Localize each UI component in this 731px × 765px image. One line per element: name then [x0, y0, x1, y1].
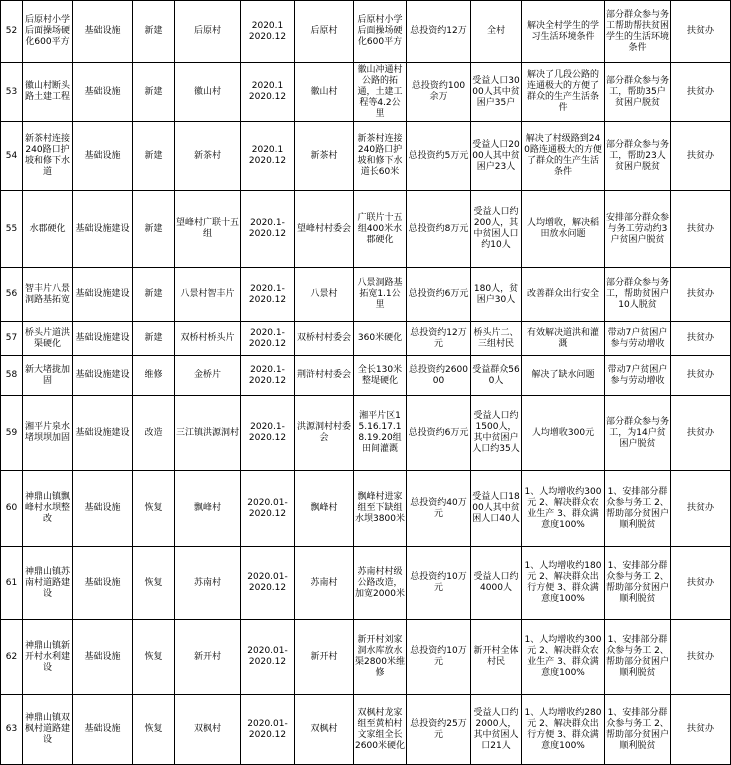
cell-nature: 新建 [133, 63, 175, 122]
cell-project: 后原村小学后面操场硬化600平方 [23, 1, 73, 63]
cell-funds: 总投资约6万元 [407, 396, 471, 471]
cell-dept: 扶贫办 [671, 191, 731, 268]
cell-no: 54 [1, 122, 23, 191]
cell-no: 61 [1, 547, 23, 620]
cell-dept: 扶贫办 [671, 122, 731, 191]
cell-period: 2020.1- 2020.12 [241, 268, 295, 322]
cell-period: 2020.01- 2020.12 [241, 471, 295, 547]
cell-site: 徽山村 [175, 63, 241, 122]
cell-no: 52 [1, 1, 23, 63]
cell-effect: 改善群众出行安全 [522, 268, 605, 322]
cell-unit: 苏南村 [295, 547, 354, 620]
cell-type: 基础设施 [73, 547, 133, 620]
cell-beneficiary: 新开村全体村民 [471, 620, 522, 695]
cell-site: 双桥村桥头片 [175, 322, 241, 356]
table-row [1, 191, 731, 268]
cell-no: 58 [1, 356, 23, 396]
cell-nature: 新建 [133, 268, 175, 322]
cell-mechanism: 部分群众参与务工，帮助23人贫困户脱贫 [605, 122, 671, 191]
table-row [1, 1, 731, 63]
cell-content: 湘平片区15.16.17.18.19.20组田间灌溉 [354, 396, 407, 471]
cell-funds: 总投资约6万元 [407, 268, 471, 322]
cell-beneficiary: 受益人口约200人，其中贫困人口约10人 [471, 191, 522, 268]
cell-dept: 扶贫办 [671, 695, 731, 765]
cell-beneficiary: 受益人口约2000人，其中贫困人口21人 [471, 695, 522, 765]
cell-type: 基础设施 [73, 695, 133, 765]
cell-content: 双枫村龙家组至黄柏村文家组全长2600米硬化 [354, 695, 407, 765]
cell-dept: 扶贫办 [671, 268, 731, 322]
cell-mechanism: 部分群众参与务工，帮助35户贫困户脱贫 [605, 63, 671, 122]
cell-mechanism: 带动7户贫困户参与劳动增收 [605, 356, 671, 396]
cell-no: 56 [1, 268, 23, 322]
cell-project: 徽山村断头路土建工程 [23, 63, 73, 122]
cell-unit: 双桥村村委会 [295, 322, 354, 356]
cell-content: 八景洞路基拓宽1.1公里 [354, 268, 407, 322]
cell-period: 2020.1 2020.12 [241, 122, 295, 191]
cell-period: 2020.01- 2020.12 [241, 620, 295, 695]
cell-nature: 新建 [133, 1, 175, 63]
table-row [1, 396, 731, 471]
cell-nature: 恢复 [133, 695, 175, 765]
cell-project: 神鼎山镇双枫村道路建设 [23, 695, 73, 765]
cell-beneficiary: 受益人口约4000人 [471, 547, 522, 620]
cell-period: 2020.1- 2020.12 [241, 191, 295, 268]
cell-type: 基础设施 [73, 1, 133, 63]
cell-mechanism: 1、安排部分群众参与务工 2、帮助部分贫困户顺利脱贫 [605, 547, 671, 620]
table-row [1, 695, 731, 765]
cell-type: 基础设施建设 [73, 268, 133, 322]
cell-mechanism: 带动7户贫困户参与劳动增收 [605, 322, 671, 356]
cell-mechanism: 部分群众参与务工，帮助贫困户10人脱贫 [605, 268, 671, 322]
cell-period: 2020.1 2020.12 [241, 63, 295, 122]
cell-project: 新大堵拢加固 [23, 356, 73, 396]
cell-dept: 扶贫办 [671, 63, 731, 122]
table-row [1, 547, 731, 620]
cell-content: 全长130米整堤硬化 [354, 356, 407, 396]
cell-effect: 解决了几段公路的连通极大的方便了群众的生产生活条件 [522, 63, 605, 122]
cell-unit: 徽山村 [295, 63, 354, 122]
cell-effect: 有效解决道洪和灌溉 [522, 322, 605, 356]
cell-beneficiary: 受益人口1800人其中贫困人口40人 [471, 471, 522, 547]
cell-effect: 1、人均增收约280元 2、解决群众出行方便 3、群众满意度100% [522, 695, 605, 765]
cell-no: 57 [1, 322, 23, 356]
cell-mechanism: 部分群众参与务工帮助帮扶贫困学生的生活环境条件 [605, 1, 671, 63]
cell-nature: 恢复 [133, 620, 175, 695]
cell-funds: 总投资约10万元 [407, 620, 471, 695]
cell-mechanism: 1、安排部分群众参与务工 2、帮助部分贫困户顺利脱贫 [605, 695, 671, 765]
cell-funds: 总投资约40万元 [407, 471, 471, 547]
cell-nature: 改造 [133, 396, 175, 471]
cell-site: 三江镇洪源洞村 [175, 396, 241, 471]
cell-mechanism: 部分群众参与务工，为14户贫困户脱贫 [605, 396, 671, 471]
cell-beneficiary: 桥头片二、三组村民 [471, 322, 522, 356]
cell-funds: 总投资约5万元 [407, 122, 471, 191]
cell-type: 基础设施 [73, 620, 133, 695]
cell-effect: 1、人均增收约300元 2、解决群众农业生产 3、群众满意度100% [522, 471, 605, 547]
cell-project: 水郡硬化 [23, 191, 73, 268]
cell-unit: 新茶村 [295, 122, 354, 191]
cell-unit: 荆浒村村委会 [295, 356, 354, 396]
cell-effect: 1、人均增收约300元 2、解决群众农业生产 3、群众满意度100% [522, 620, 605, 695]
cell-period: 2020.01- 2020.12 [241, 547, 295, 620]
cell-project: 新茶村连接240路口护坡和修下水道 [23, 122, 73, 191]
cell-site: 八景村智丰片 [175, 268, 241, 322]
cell-unit: 望峰村村委会 [295, 191, 354, 268]
cell-period: 2020.1- 2020.12 [241, 356, 295, 396]
cell-effect: 1、人均增收约180元 2、解决群众出行方便 3、群众满意度100% [522, 547, 605, 620]
cell-site: 后原村 [175, 1, 241, 63]
cell-beneficiary: 受益群众560人 [471, 356, 522, 396]
cell-dept: 扶贫办 [671, 471, 731, 547]
cell-funds: 总投资约10万元 [407, 547, 471, 620]
cell-mechanism: 1、安排部分群众参与务工 2、帮助部分贫困户顺利脱贫 [605, 620, 671, 695]
cell-project: 湘平片泉水堵坝坝加固 [23, 396, 73, 471]
cell-funds: 总投资约12万 [407, 1, 471, 63]
cell-project: 神鼎山镇苏南村道路建设 [23, 547, 73, 620]
cell-unit: 飘峰村 [295, 471, 354, 547]
cell-effect: 解决了村级路到240路连通极大的方便了群众的生产生活条件 [522, 122, 605, 191]
cell-effect: 人均增收，解决稻田放水问题 [522, 191, 605, 268]
cell-period: 2020.01- 2020.12 [241, 695, 295, 765]
cell-unit: 双枫村 [295, 695, 354, 765]
cell-site: 苏南村 [175, 547, 241, 620]
cell-type: 基础设施建设 [73, 191, 133, 268]
cell-site: 双枫村 [175, 695, 241, 765]
cell-content: 360米硬化 [354, 322, 407, 356]
cell-type: 基础设施建设 [73, 322, 133, 356]
cell-period: 2020.1 2020.12 [241, 1, 295, 63]
cell-type: 基础设施 [73, 63, 133, 122]
cell-nature: 维修 [133, 356, 175, 396]
cell-content: 飘峰村进家组至下缺组水坝3800米 [354, 471, 407, 547]
cell-dept: 扶贫办 [671, 1, 731, 63]
cell-project: 神鼎山镇飘峰村水坝整改 [23, 471, 73, 547]
cell-period: 2020.1- 2020.12 [241, 396, 295, 471]
cell-beneficiary: 全村 [471, 1, 522, 63]
cell-no: 59 [1, 396, 23, 471]
cell-no: 63 [1, 695, 23, 765]
cell-mechanism: 安排部分群众参与务工劳动约3户贫困户脱贫 [605, 191, 671, 268]
cell-project: 智丰片八景洞路基拓宽 [23, 268, 73, 322]
cell-no: 55 [1, 191, 23, 268]
cell-content: 苏南村村级公路改造，加宽2000米 [354, 547, 407, 620]
cell-no: 53 [1, 63, 23, 122]
cell-content: 徽山冲通村公路的拓通，土建工程等4.2公里 [354, 63, 407, 122]
cell-nature: 恢复 [133, 547, 175, 620]
table-row [1, 63, 731, 122]
cell-effect: 解决全村学生的学习生活环境条件 [522, 1, 605, 63]
cell-funds: 总投资约100余万 [407, 63, 471, 122]
cell-type: 基础设施 [73, 471, 133, 547]
cell-effect: 解决了缺水问题 [522, 356, 605, 396]
cell-funds: 总投资约260000 [407, 356, 471, 396]
cell-type: 基础设施建设 [73, 356, 133, 396]
cell-dept: 扶贫办 [671, 356, 731, 396]
table-row [1, 268, 731, 322]
cell-project: 桥头片道洪渠硬化 [23, 322, 73, 356]
cell-effect: 人均增收300元 [522, 396, 605, 471]
cell-beneficiary: 受益人口约1500人，其中贫困户人口约35人 [471, 396, 522, 471]
cell-beneficiary: 受益人口3000人其中贫困户35户 [471, 63, 522, 122]
cell-content: 新茶村连接240路口护坡和修下水道长60米 [354, 122, 407, 191]
cell-content: 新开村刘家洞水库放水渠2800米维修 [354, 620, 407, 695]
cell-site: 飘峰村 [175, 471, 241, 547]
table-row [1, 356, 731, 396]
cell-site: 新茶村 [175, 122, 241, 191]
cell-dept: 扶贫办 [671, 396, 731, 471]
cell-type: 基础设施建设 [73, 396, 133, 471]
cell-no: 62 [1, 620, 23, 695]
cell-type: 基础设施 [73, 122, 133, 191]
cell-beneficiary: 受益人口2000人其中贫困户23人 [471, 122, 522, 191]
cell-funds: 总投资约25万元 [407, 695, 471, 765]
table-row [1, 620, 731, 695]
cell-beneficiary: 180人，贫困户30人 [471, 268, 522, 322]
table-row [1, 322, 731, 356]
cell-dept: 扶贫办 [671, 547, 731, 620]
cell-site: 新开村 [175, 620, 241, 695]
cell-unit: 八景村 [295, 268, 354, 322]
cell-mechanism: 1、安排部分群众参与务工 2、帮助部分贫困户顺利脱贫 [605, 471, 671, 547]
cell-unit: 洪源洞村村委会 [295, 396, 354, 471]
cell-unit: 后原村 [295, 1, 354, 63]
cell-period: 2020.1- 2020.12 [241, 322, 295, 356]
cell-no: 60 [1, 471, 23, 547]
cell-site: 望峰村广联十五组 [175, 191, 241, 268]
cell-nature: 恢复 [133, 471, 175, 547]
cell-nature: 新建 [133, 322, 175, 356]
table-row [1, 471, 731, 547]
cell-site: 金桥片 [175, 356, 241, 396]
cell-nature: 新建 [133, 191, 175, 268]
cell-funds: 总投资约8万元 [407, 191, 471, 268]
cell-content: 后原村小学后面操场硬化600平方 [354, 1, 407, 63]
cell-dept: 扶贫办 [671, 620, 731, 695]
cell-nature: 新建 [133, 122, 175, 191]
cell-content: 广联片十五组400米水郡硬化 [354, 191, 407, 268]
cell-funds: 总投资约12万元 [407, 322, 471, 356]
table-row [1, 122, 731, 191]
cell-dept: 扶贫办 [671, 322, 731, 356]
cell-project: 神鼎山镇新开村水利建设 [23, 620, 73, 695]
cell-unit: 新开村 [295, 620, 354, 695]
